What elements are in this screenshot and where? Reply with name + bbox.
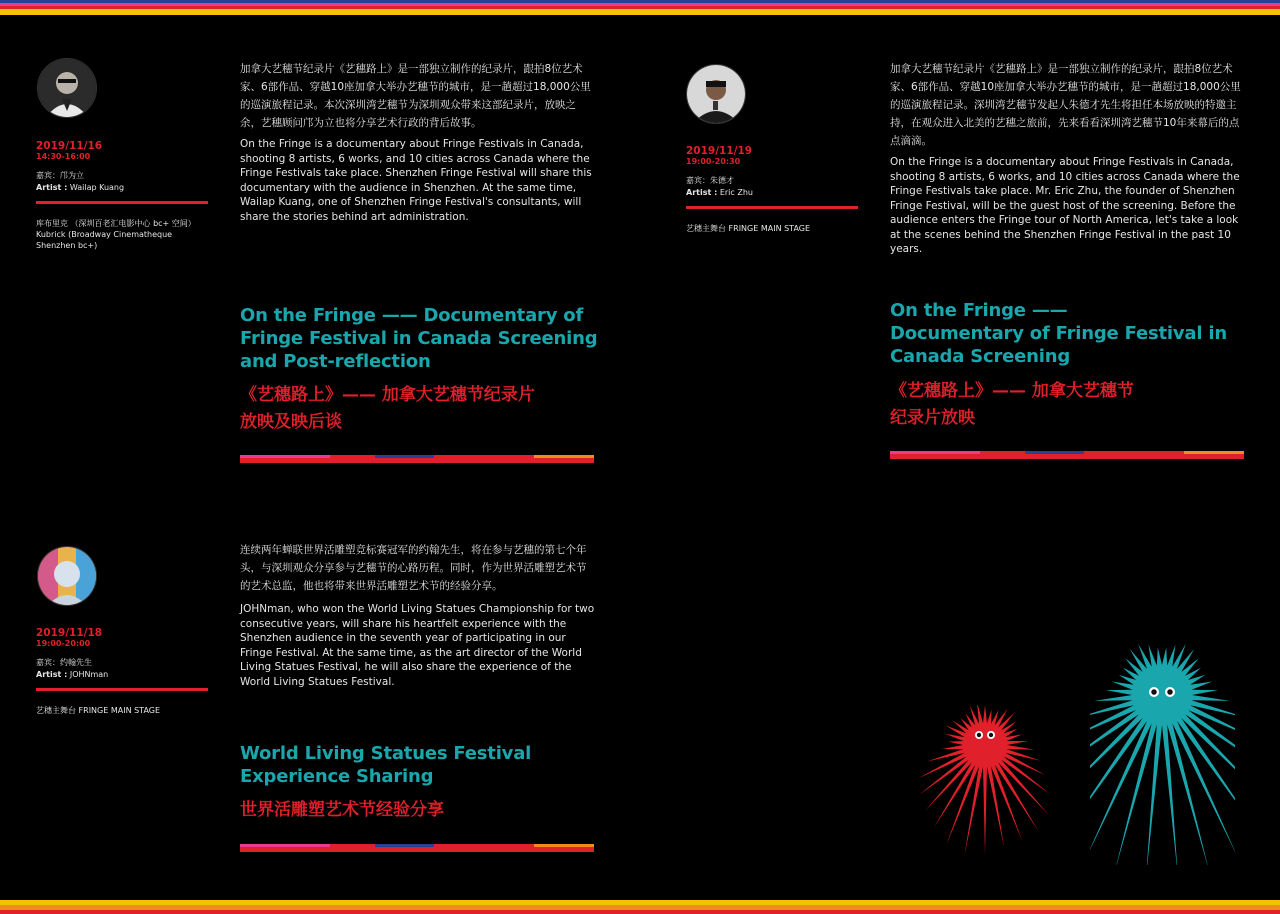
venue-line: 艺穗主舞台 FRINGE MAIN STAGE <box>686 224 811 233</box>
section-divider-bar <box>240 844 594 852</box>
meta-divider <box>686 206 858 209</box>
event-2-title-en: On the Fringe —— Documentary of Fringe Festival in Canada Screening <box>890 300 1227 367</box>
event-time: 19:00-20:30 <box>686 157 741 166</box>
event-1-body-en: On the Fringe is a documentary about Fringe Festivals in Canada, shooting 8 artists, 6 works, and 10 cities across Canada where the Fringe Festivals take place. Shenzhen Fringe Festival will share this documentary with the audience in Shenzhen. At the same time, Wailap Kuang, one of Shenzhen Fringe Festival's consultants, will share the stories behind art administration. <box>240 138 592 223</box>
top-color-stripe <box>0 0 1280 18</box>
guest-cn: 嘉宾：朱德才 <box>686 176 734 185</box>
event-time: 19:00-20:00 <box>36 639 91 648</box>
teal-fuzzy-creature-icon <box>1090 640 1235 865</box>
event-3-body-en: JOHNman, who won the World Living Statues Championship for two consecutive years, will share his heartfelt experience with the Shenzhen audience in the seventh year of participating in our Fringe Festival. At the same time, as the art director of the World Living Statues Festival, he will also share the experience of the World Living Statues Festival. <box>240 603 595 688</box>
venue-line: Shenzhen bc+) <box>36 241 98 250</box>
section-divider-bar <box>890 451 1244 459</box>
bottom-color-stripe <box>0 900 1280 914</box>
portrait-eric-zhu-icon <box>686 64 746 124</box>
event-1-title-cn: 《艺穗路上》—— 加拿大艺穗节纪录片 放映及映后谈 <box>240 385 535 432</box>
red-fuzzy-creature-icon <box>918 705 1053 855</box>
section-divider-bar <box>240 455 594 463</box>
event-3-title-en: World Living Statues Festival Experience Sharing <box>240 743 532 787</box>
event-date: 2019/11/16 <box>36 140 103 152</box>
artist-line: Artist : JOHNman <box>36 670 109 679</box>
event-3-body-cn: 连续两年蝉联世界活雕塑竞标赛冠军的约翰先生，将在参与艺穗的第七个年头，与深圳观众分享参与艺穗节的心路历程。同时，作为世界活雕塑艺术节的艺术总监，他也将带来世界活雕塑艺术节的经验分享。 <box>240 544 587 592</box>
venue-line: Kubrick (Broadway Cinematheque <box>36 230 173 239</box>
event-2-body-en: On the Fringe is a documentary about Fringe Festivals in Canada, shooting 8 artists, 6 works, and 10 cities across Canada where the Fringe Festivals take place. Mr. Eric Zhu, the founder of Shenzhen Fringe Festival, will be the guest host of the screening. Before the audience enters the Fringe tour of North America, let's take a look at the scenes behind the Shenzhen Fringe Festival in the past 10 years. <box>890 156 1240 255</box>
portrait-wailap-kuang-icon <box>37 58 97 118</box>
event-1-body-cn: 加拿大艺穗节纪录片《艺穗路上》是一部独立制作的纪录片，跟拍8位艺术家、6部作品、穿越10座加拿大举办艺穗节的城市，是一趟超过18,000公里的巡演旅程记录。本次深圳湾艺穗节为深圳观众带来这部纪录片，放映之余，艺穗顾问邝为立也将分享艺术行政的背后故事。 <box>240 63 591 129</box>
guest-cn: 嘉宾：约翰先生 <box>36 658 92 667</box>
event-2-title-cn: 《艺穗路上》—— 加拿大艺穗节 纪录片放映 <box>890 381 1134 428</box>
artist-line: Artist : Eric Zhu <box>686 188 753 197</box>
event-1-meta <box>36 140 208 251</box>
guest-cn: 嘉宾：邝为立 <box>36 171 84 180</box>
venue-line: 艺穗主舞台 FRINGE MAIN STAGE <box>36 706 161 715</box>
event-3-meta <box>36 627 208 716</box>
event-date: 2019/11/19 <box>686 145 753 157</box>
meta-divider <box>36 201 208 204</box>
event-2-body-cn: 加拿大艺穗节纪录片《艺穗路上》是一部独立制作的纪录片，跟拍8位艺术家、6部作品、穿越10座加拿大举办艺穗节的城市，是一趟超过18,000公里的巡演旅程记录。深圳湾艺穗节发起人朱德才先生将担任本场放映的特邀主持，在观众进入北美的艺穗之旅前，先来看看深圳湾艺穗节10年来幕后的点点滴滴。 <box>890 63 1241 147</box>
artist-line: Artist : Wailap Kuang <box>36 183 125 192</box>
event-date: 2019/11/18 <box>36 627 103 639</box>
event-time: 14:30-16:00 <box>36 152 91 161</box>
event-2-meta <box>686 145 858 234</box>
event-1-title-en: On the Fringe —— Documentary of Fringe Festival in Canada Screening and Post-reflection <box>240 305 598 372</box>
portrait-johnman-icon <box>37 546 97 606</box>
venue-line: 库布里克 （深圳百老汇电影中心 bc+ 空间） <box>36 219 196 228</box>
event-3-title-cn: 世界活雕塑艺术节经验分享 <box>240 800 444 820</box>
meta-divider <box>36 688 208 691</box>
